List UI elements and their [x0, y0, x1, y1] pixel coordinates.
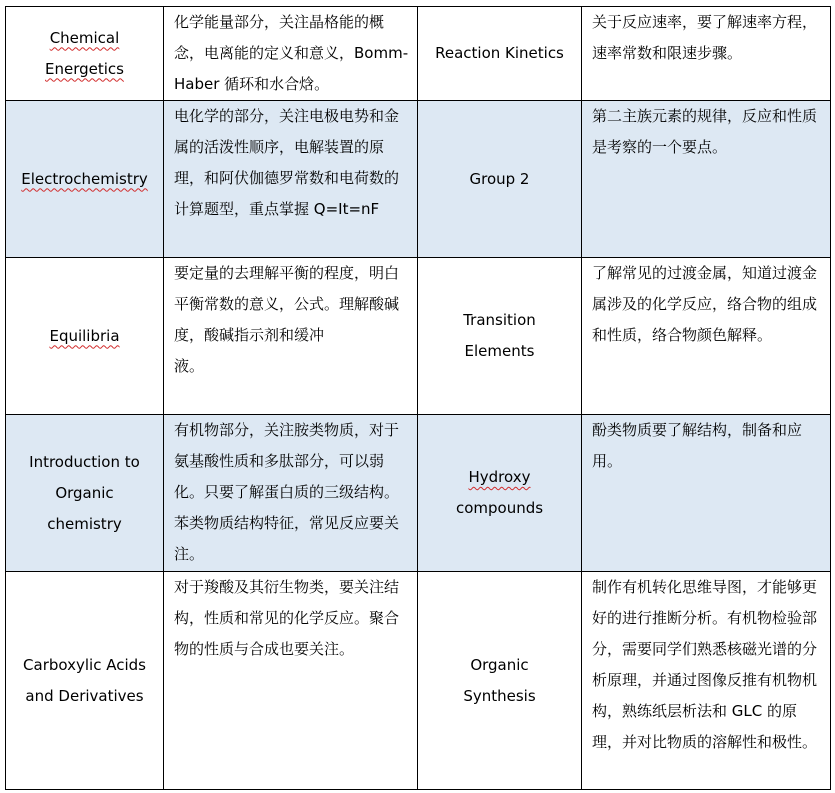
- topic-line: Introduction to: [29, 452, 140, 471]
- description-text: 化学能量部分，关注晶格能的概念，电离能的定义和意义，Bomm-Haber 循环和水合焓。: [174, 13, 409, 93]
- topic-cell: [6, 101, 164, 258]
- topic-cell: [6, 572, 164, 790]
- table-row: [6, 415, 831, 572]
- topic-line: Chemical: [49, 28, 120, 47]
- topic-cell: [418, 572, 582, 790]
- topic-line: Group 2: [469, 169, 530, 188]
- description-cell: [164, 415, 418, 572]
- description-cell: [582, 572, 831, 790]
- description-cell: [582, 101, 831, 258]
- description-text: 对于羧酸及其衍生物类，要关注结构，性质和常见的化学反应。聚合物的性质与合成也要关注。: [174, 578, 400, 658]
- topic-line: and Derivatives: [25, 686, 144, 705]
- description-cell: [582, 258, 831, 415]
- table-row: [6, 572, 831, 790]
- description-text: 了解常见的过渡金属，知道过渡金属涉及的化学反应，络合物的组成和性质，络合物颜色解释。: [592, 264, 818, 344]
- topic-line: Hydroxy: [468, 468, 531, 486]
- topic-cell: [418, 101, 582, 258]
- table-row: [6, 7, 831, 101]
- description-text: 制作有机转化思维导图，才能够更好的进行推断分析。有机物检验部分，需要同学们熟悉核磁光谱的分析原理，并通过图像反推有机物机构，熟练纸层析法和 GLC 的原理，并对比物质的溶解性和极性。: [592, 578, 818, 751]
- description-text: 要定量的去理解平衡的程度，明白平衡常数的意义，公式。理解酸碱度，酸碱指示剂和缓冲 液。: [174, 264, 400, 375]
- description-cell: [582, 7, 831, 101]
- description-text: 有机物部分，关注胺类物质，对于氨基酸性质和多肽部分，可以弱化。只要了解蛋白质的三级结构。苯类物质结构特征，常见反应要关注。: [174, 421, 400, 563]
- topic-line: Equilibria: [49, 326, 120, 345]
- table-row: [6, 258, 831, 415]
- topic-line: Energetics: [45, 59, 124, 78]
- description-cell: [164, 258, 418, 415]
- topic-cell: [6, 258, 164, 415]
- topic-line: Transition: [463, 311, 536, 329]
- topic-line: Electrochemistry: [21, 169, 148, 188]
- table-row: [6, 101, 831, 258]
- topic-cell: [418, 7, 582, 101]
- description-cell: [164, 7, 418, 101]
- topic-line: Elements: [464, 342, 535, 360]
- topic-line: Organic: [55, 483, 114, 502]
- topics-table: [5, 6, 831, 790]
- description-text: 电化学的部分，关注电极电势和金属的活泼性顺序，电解装置的原理，和阿伏伽德罗常数和电荷数的计算题型，重点掌握 Q=It=nF: [174, 107, 400, 218]
- topic-line: Synthesis: [463, 686, 536, 705]
- description-text: 第二主族元素的规律，反应和性质是考察的一个要点。: [592, 107, 818, 156]
- topic-cell: [418, 258, 582, 415]
- topic-line: chemistry: [47, 514, 122, 533]
- description-cell: [164, 572, 418, 790]
- description-cell: [164, 101, 418, 258]
- topic-line: Organic: [470, 655, 529, 674]
- description-text: 酚类物质要了解结构，制备和应用。: [592, 421, 803, 470]
- topic-cell: [6, 7, 164, 101]
- description-text: 关于反应速率，要了解速率方程，速率常数和限速步骤。: [592, 13, 818, 62]
- topic-line: compounds: [455, 499, 544, 517]
- topic-line: Carboxylic Acids: [23, 655, 146, 674]
- description-cell: [582, 415, 831, 572]
- topic-cell: [418, 415, 582, 572]
- topic-cell: [6, 415, 164, 572]
- topic-line: Reaction Kinetics: [435, 44, 564, 62]
